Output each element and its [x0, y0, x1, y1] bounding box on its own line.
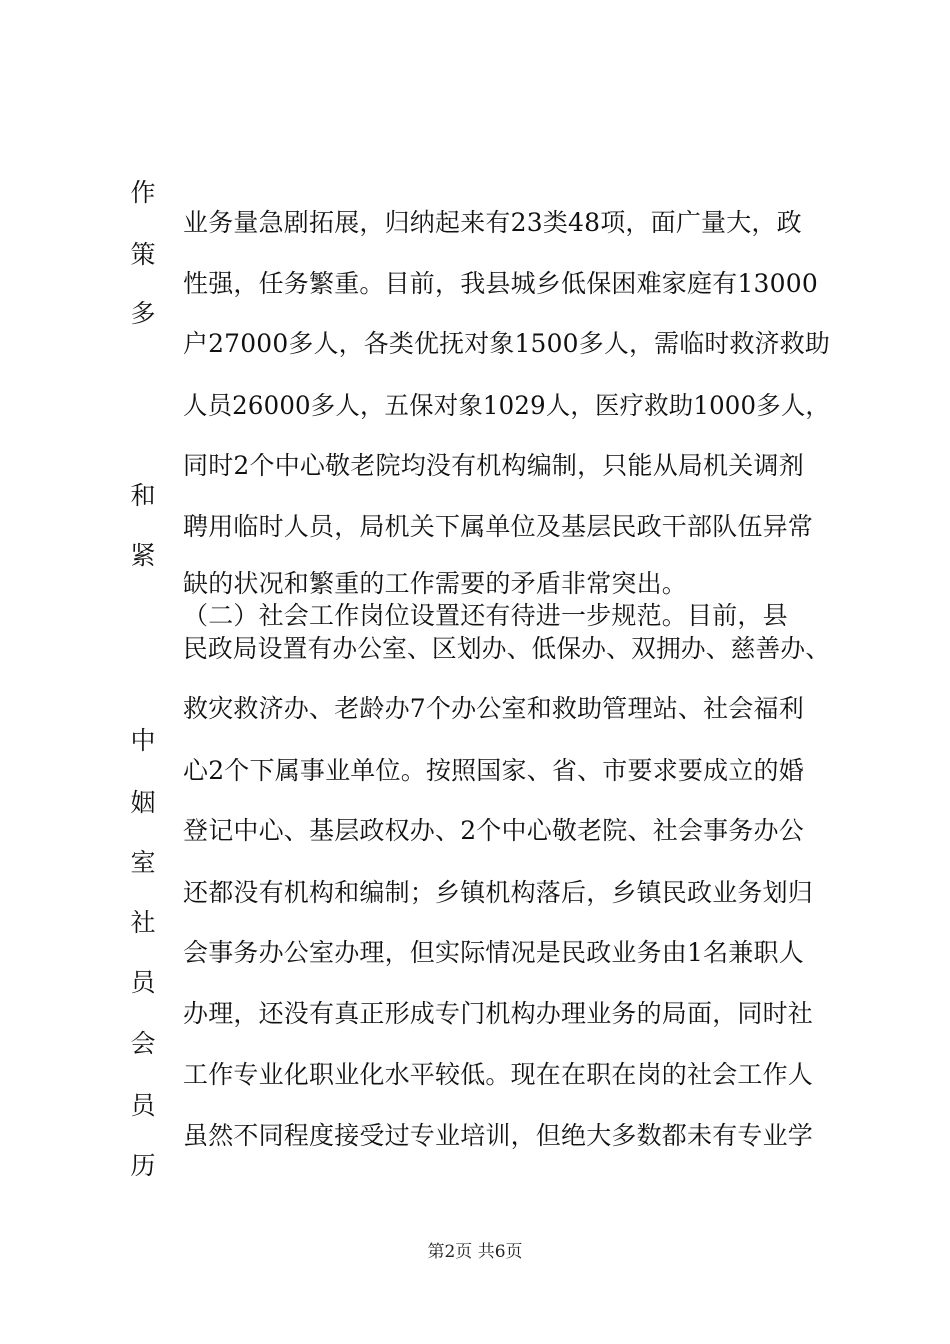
margin-char: 姻: [130, 788, 156, 817]
margin-char: 员: [130, 1091, 156, 1120]
body-text-line: 缺的状况和繁重的工作需要的矛盾非常突出。: [183, 569, 688, 598]
margin-char: 中: [130, 726, 156, 755]
body-text-line: 心2个下属事业单位。按照国家、省、市要求要成立的婚: [183, 756, 804, 785]
body-text-line: 办理，还没有真正形成专门机构办理业务的局面，同时社: [183, 999, 814, 1028]
margin-char: 室: [130, 848, 156, 877]
body-text-line: 同时2个中心敬老院均没有机构编制，只能从局机关调剂: [183, 451, 804, 480]
margin-char: 历: [130, 1151, 156, 1180]
margin-char: 和: [130, 481, 156, 510]
body-text-line: 民政局设置有办公室、区划办、低保办、双拥办、慈善办、: [183, 634, 831, 663]
section-heading-line: （二）社会工作岗位设置还有待进一步规范。目前，县: [183, 601, 788, 630]
body-text-line: 虽然不同程度接受过专业培训，但绝大多数都未有专业学: [183, 1121, 814, 1150]
page-footer: 第2页 共6页: [427, 1242, 523, 1262]
body-text-line: 人员26000多人，五保对象1029人，医疗救助1000多人，: [183, 391, 831, 420]
body-text-line: 登记中心、基层政权办、2个中心敬老院、社会事务办公: [183, 816, 804, 845]
body-text-line: 工作专业化职业化水平较低。现在在职在岗的社会工作人: [183, 1060, 814, 1089]
margin-char: 紧: [130, 541, 156, 570]
margin-char: 多: [130, 299, 156, 328]
body-text-line: 还都没有机构和编制；乡镇机构落后，乡镇民政业务划归: [183, 878, 814, 907]
body-text-line: 会事务办公室办理，但实际情况是民政业务由1名兼职人: [183, 938, 804, 967]
body-text-line: 户27000多人，各类优抚对象1500多人，需临时救济救助: [183, 329, 830, 358]
body-text-line: 救灾救济办、老龄办7个办公室和救助管理站、社会福利: [183, 694, 804, 723]
margin-char: 社: [130, 908, 156, 937]
margin-char: 作: [130, 178, 156, 207]
body-text-line: 聘用临时人员，局机关下属单位及基层民政干部队伍异常: [183, 512, 814, 541]
body-text-line: 业务量急剧拓展，归纳起来有23类48项，面广量大，政: [183, 208, 802, 237]
body-text-line: 性强，任务繁重。目前，我县城乡低保困难家庭有13000: [183, 269, 818, 298]
margin-char: 会: [130, 1029, 156, 1058]
margin-char: 策: [130, 240, 156, 269]
margin-char: 员: [130, 968, 156, 997]
